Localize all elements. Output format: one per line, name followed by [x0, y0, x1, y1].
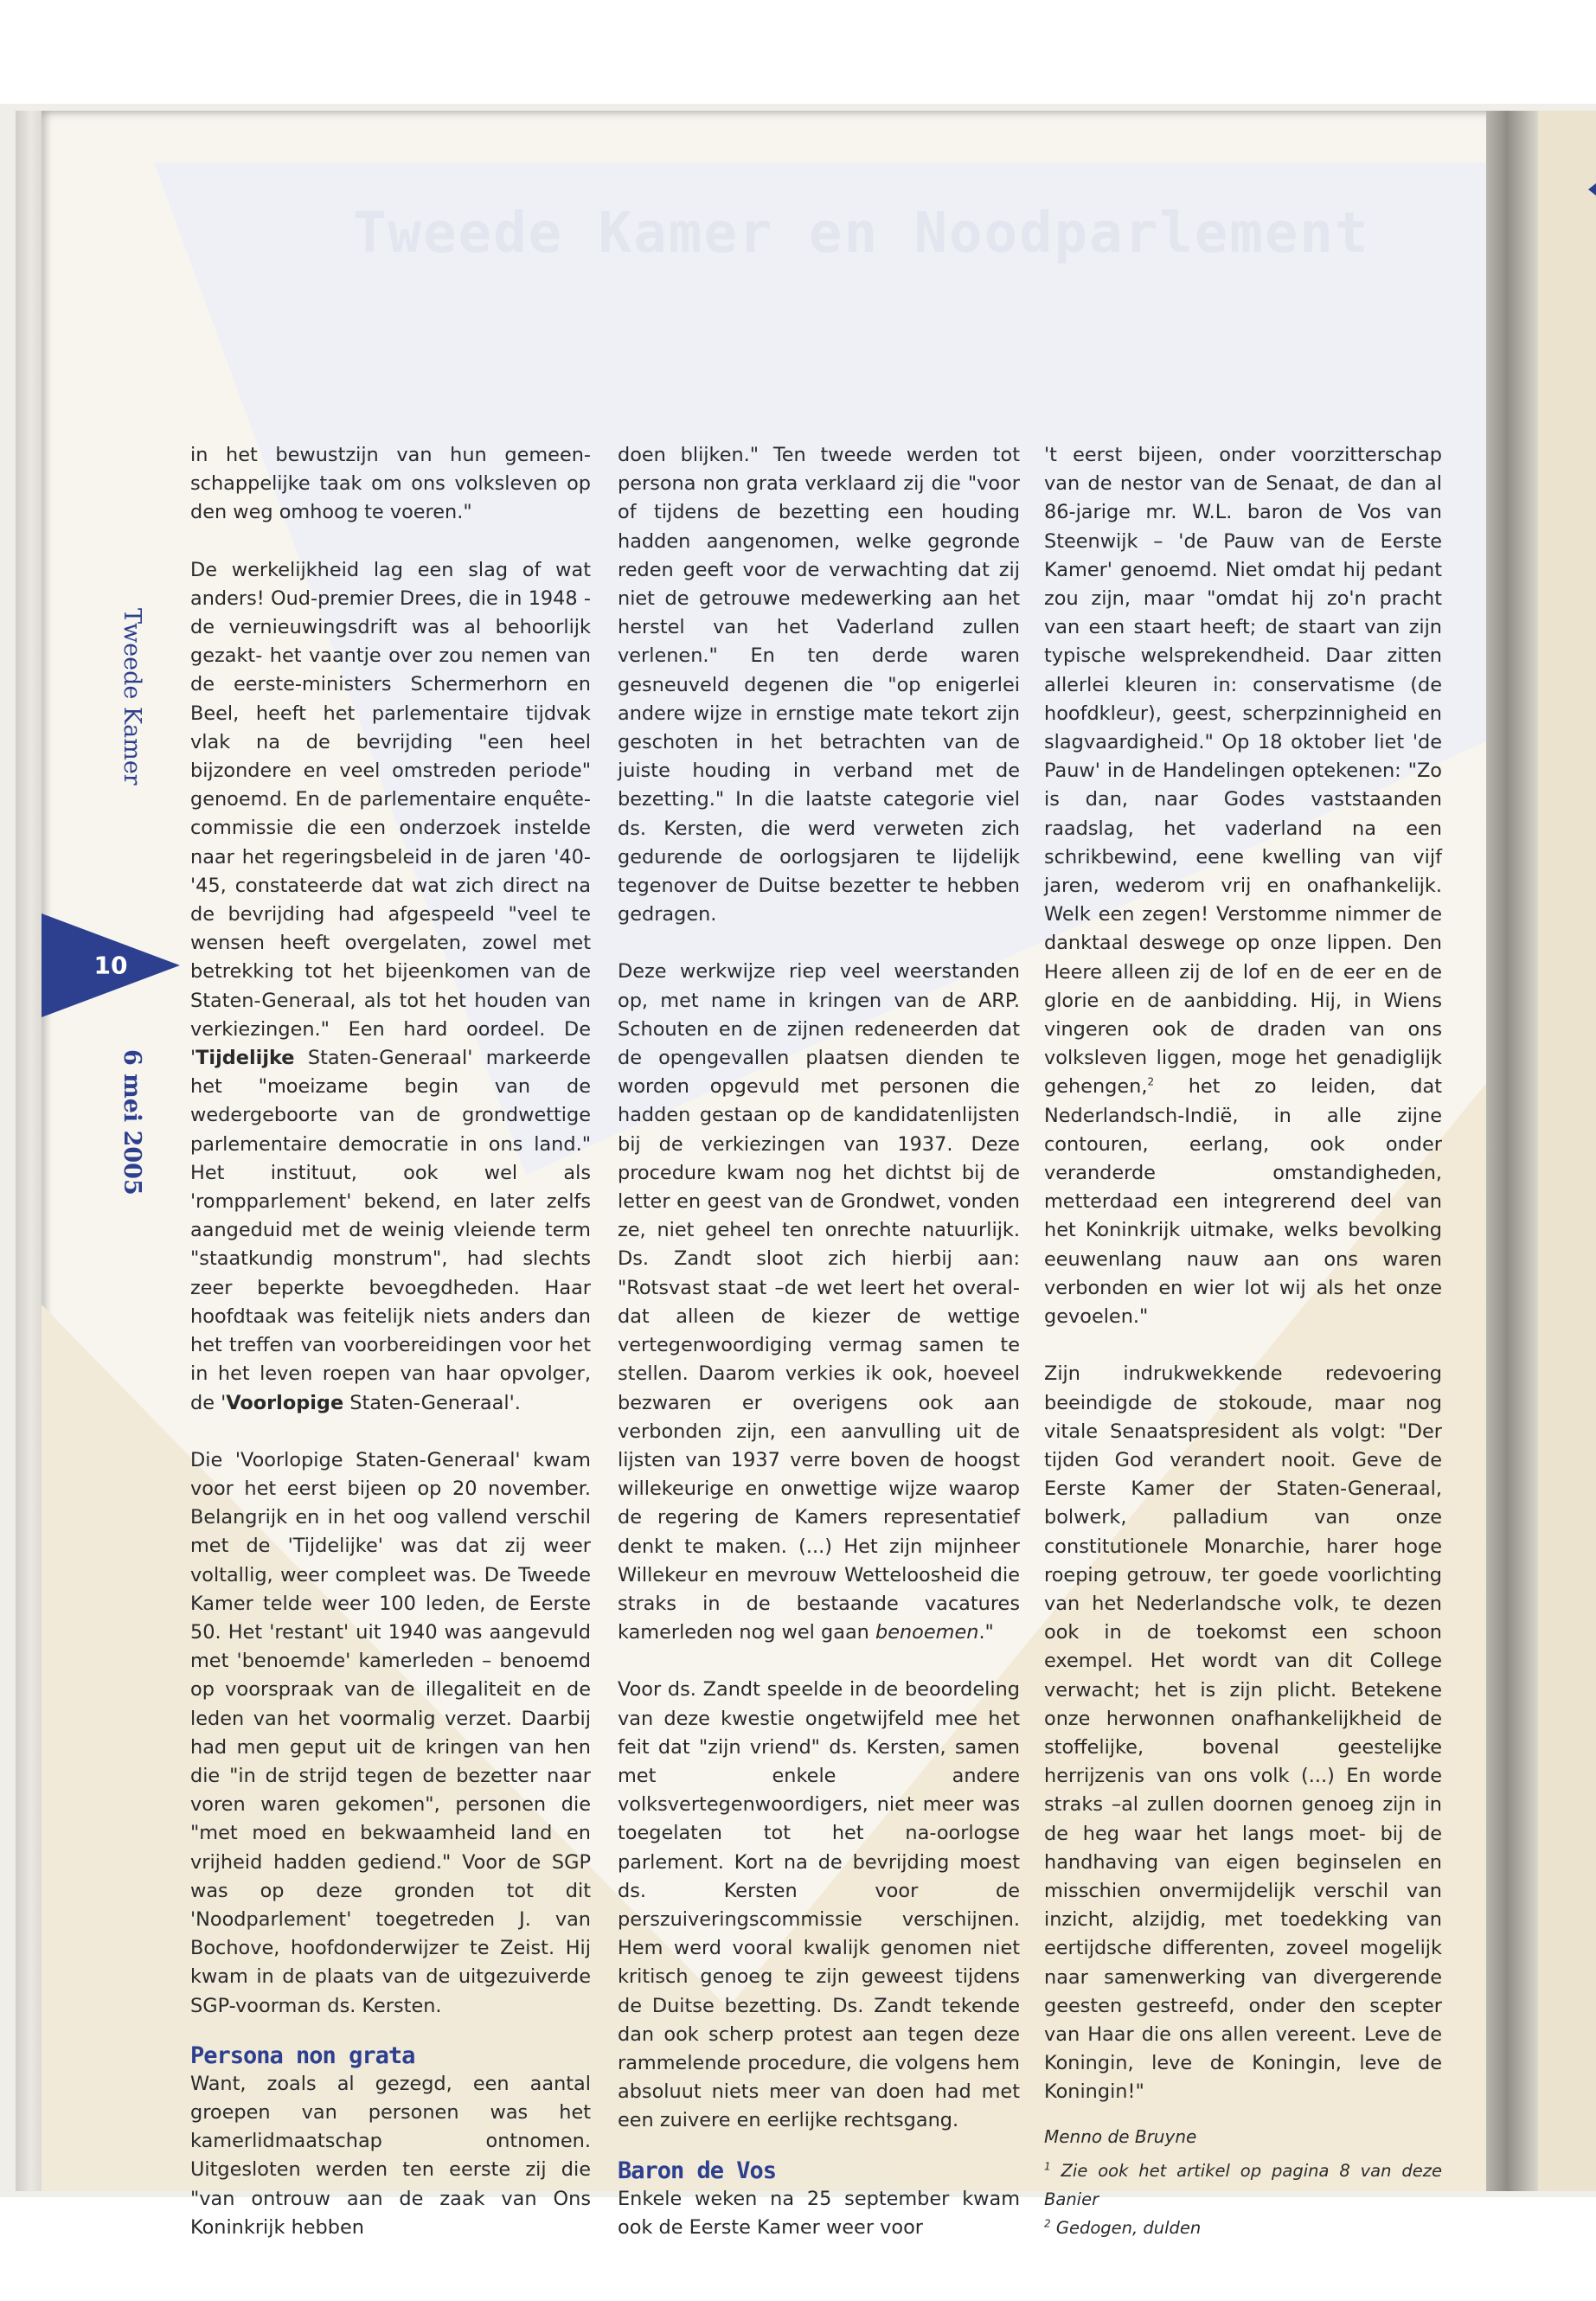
paragraph: De werkelijkheid lag een slag of wat anders! Oud-premier Drees, die in 1948 - de vernieuwingsdrift was al behoorlijk gezakt- het vaantje over zou nemen van de eerste-ministers Schermerhorn en Beel, heeft het parlementaire tijdvak vlak na de bevrijding "een heel bijzondere en veel omstreden periode" genoemd. En de parlementaire enquête-commissie die een onderzoek instelde naar het regeringsbeleid in de jaren '40-'45, constateerde dat wat zich direct na de bevrijding had afgespeeld "veel te wensen heeft overgelaten, zowel met betrekking tot het bijeenkomen van de Staten-Generaal, als tot het houden van verkiezingen." Een hard oordeel. De 'Tijdelijke Staten-Generaal' markeerde het "moeizame begin van de wedergeboorte van de grondwettige parlementaire democratie in ons land." Het instituut, ook wel als 'rompparlement' bekend, en later zelfs aangeduid met de weinig vleiende term "staatkundig monstrum", had slechts zeer beperkte bevoegdheden. Haar hoofdtaak was feitelijk niets anders dan het treffen van voorbereidingen voor het in het leven roepen van haar opvolger, de 'Voorlopige Staten-Generaal'. — [190, 558, 591, 1414]
magazine-spread — [16, 111, 1596, 2239]
paragraph: doen blijken." Ten tweede werden tot persona non grata verklaard zij die "voor of tijdens de bezetting een houding hadden aangenomen, welke gegronde reden geeft voor de verwachting dat zij niet de getrouwe medewerking aan het herstel van het Vaderland zullen verlenen." En ten derde waren gesneuveld degenen die "op enigerlei andere wijze in ernstige mate tekort zijn geschoten in het betrachten van de juiste houding in verband met de bezetting." In die laatste categorie viel ds. Kersten, die werd verweten zich gedurende de oorlogsjaren te lijdelijk tegenover de Duitse bezetter te hebben gedragen. — [618, 444, 1020, 926]
bold-term: Tijdelijke — [195, 1047, 295, 1070]
subheading: Baron de Vos — [618, 2157, 777, 2184]
next-page-edge — [1538, 111, 1596, 2191]
paragraph: Die 'Voorlopige Staten-Generaal' kwam voor het eerst bijeen op 20 november. Belangrijk en in het oog vallend verschil met de 'Tijdelijke' was dat zij weer voltallig, weer compleet was. De Tweede Kamer telde weer 100 leden, de Eerste 50. Het 'restant' uit 1940 was aangevuld met 'benoemde' kamerleden – benoemd op voorspraak van de illegaliteit en de leden van het voormalig verzet. Daarbij had men geput uit de kringen van hen die "in de strijd tegen de bezetter naar voren waren gekomen", personen die "met moed en bekwaamheid land en vrijheid hadden gediend." Voor de SGP was op deze gronden tot dit 'Noodparlement' toegetreden J. van Bochove, hoofdonderwijzer te Zeist. Hij kwam in de plaats van de uitgezuiverde SGP-voorman ds. Kersten. — [190, 1448, 591, 2017]
paragraph: Zijn indrukwekkende redevoering beeindigde de stokoude, maar nog vitale Senaatspresident als volgt: "Der tijden God verandert nooit. Geve de Eerste Kamer der Staten-Generaal, bolwerk, palladium van onze constitutionele Monarchie, harer hoge roeping getrouw, ter goede voorlichting van het Nederlandsche volk, te dezen ook in de toekomst een schoon exempel. Het wordt van dit College verwacht; het is zijn plicht. Betekene onze herwonnen onafhankelijkheid de stoffelijke, bovenal geestelijke herrijzenis van ons volk (...) En worde straks –al zullen doornen genoeg zijn in de heg waar het langs moet- bij de handhaving van eigen beginselen en misschien onvermijdelijk verschil van inzicht, alzijdig, met toedekking van eertijdsche differenten, zoveel mogelijk naar samenwerking van divergerende geesten gestreefd, onder den scepter van Haar die ons allen vereent. Leve de Koningin, leve de Koningin, leve de Koningin!" — [1044, 1362, 1442, 2104]
footnote-mark: 2 — [1044, 2217, 1051, 2230]
previous-page-edge — [16, 111, 42, 2191]
paragraph: Want, zoals al gezegd, een aantal groepen van personen was het kamerlidmaatschap ontnomen. Uitgesloten werden ten eerste zij die "van ontrouw aan de zaak van Ons Koninkrijk hebben — [190, 2072, 591, 2239]
article-column-3 — [1044, 441, 1442, 2242]
paragraph: Enkele weken na 25 september kwam ook de Eerste Kamer weer voor — [618, 2187, 1020, 2239]
article-column-2 — [618, 441, 1020, 2242]
subheading: Persona non grata — [190, 2041, 415, 2069]
magazine-page — [42, 111, 1512, 2239]
page-number: 10 — [93, 951, 128, 980]
paragraph: Deze werkwijze riep veel weerstanden op, met name in kringen van de ARP. Schouten en de zijnen redeneerden dat de opengevallen plaatsen dienden te worden opgevuld met personen die hadden gestaan op de kandidatenlijsten bij de verkiezingen van 1937. Deze procedure kwam nog het dichtst bij de letter en geest van de Grondwet, vonden ze, niet geheel ten onrechte natuurlijk. Ds. Zandt sloot zich hierbij aan: "Rotsvast staat –de wet leert het overal- dat alleen de kiezer de wettige vertegenwoordiging vermag samen te stellen. Daarom verkies ik ook, hoeveel bezwaren er overigens ook aan verbonden zijn, een aanvulling uit de lijsten van 1937 verre boven de hoogst willekeurige en onwettige wijze waarop de regering de Kamers representatief denkt te maken. (...) Het zijn mijnheer Willekeur en mevrouw Wetteloosheid die straks in de bestaande vacatures kamerleden nog wel gaan benoemen." — [618, 960, 1020, 1644]
italic-term: benoemen — [875, 1621, 979, 1644]
header-watermark: Tweede Kamer en Noodparlement — [353, 202, 1370, 266]
article-column-1 — [190, 441, 591, 2242]
footnote: $^2$ Gedogen, dulden — [1044, 2217, 1202, 2238]
paragraph: 't eerst bijeen, onder voorzitterschap van de nestor van de Senaat, de dan al 86-jarige mr. W.L. baron de Vos van Steenwijk – 'de Pauw van de Eerste Kamer' genoemd. Niet omdat hij pedant zou zijn, maar "omdat hij zo'n pracht van een staart heeft; de staart van zijn typische welsprekendheid. Daar zitten allerlei kleuren in: conservatisme (de hoofdkleur), geest, scherpzinnigheid en slagvaardigheid." Op 18 oktober liet 'de Pauw' in de Handelingen optekenen: "Zo is dan, naar Godes vaststaanden raadslag, het vaderland na een schrikbewind, eene kwelling van vijf jaren, wederom vrij en onafhankelijk. Welk een zegen! Verstomme nimmer de danktaal deswege op onze lippen. Den Heere alleen zij de lof en de eer en de glorie en de aanbidding. Hij, in Wiens vingeren ook de draden van ons volksleven liggen, moge het genadiglijk gehengen,$^2$ het zo leiden, dat Nederlandsch-Indië, in alle zijne contouren, eerlang, ook onder veranderde omstandigheden, metterdaad een integrerend deel van het Koninkrijk uitmake, welks bevolking eeuwenlang nauw aan ons waren verbonden en wier lot wij als het onze gevoelen." — [1044, 444, 1442, 1329]
bold-term: Voorlopige — [226, 1391, 344, 1414]
arrow-left-icon — [1588, 180, 1596, 199]
issue-date-vertical — [93, 1049, 145, 1257]
paragraph: Voor ds. Zandt speelde in de beoordeling van deze kwestie ongetwijfeld mee het feit dat "zijn vriend" ds. Kersten, samen met enkele andere volksvertegenwoordigers, niet meer was toegelaten tot het na-oorlogse parlement. Kort na de bevrijding moest ds. Kersten voor de perszuiveringscommissie verschijnen. Hem werd vooral kwalijk genomen niet kritisch genoeg te zijn geweest tijdens de Duitse bezetting. Ds. Zandt tekende dan ook scherp protest aan tegen deze rammelende procedure, die volgens hem absoluut niets meer van doen had met een zuivere en eerlijke rechtsgang. — [618, 1678, 1020, 2132]
author-byline: Menno de Bruyne — [1044, 2125, 1197, 2147]
footnote-mark: 1 — [1044, 2160, 1051, 2173]
section-title: Tweede Kamer — [119, 608, 145, 785]
footnote-ref: 2 — [1147, 1076, 1155, 1088]
footnote: $^1$ Zie ook het artikel op pagina 8 van deze Banier — [1044, 2160, 1442, 2209]
binding-gutter — [1486, 111, 1538, 2191]
paragraph: in het bewustzijn van hun gemeen-schappelijke taak om ons volksleven op den weg omhoog te voeren." — [190, 444, 591, 524]
issue-date: 6 mei 2005 — [119, 1049, 145, 1195]
